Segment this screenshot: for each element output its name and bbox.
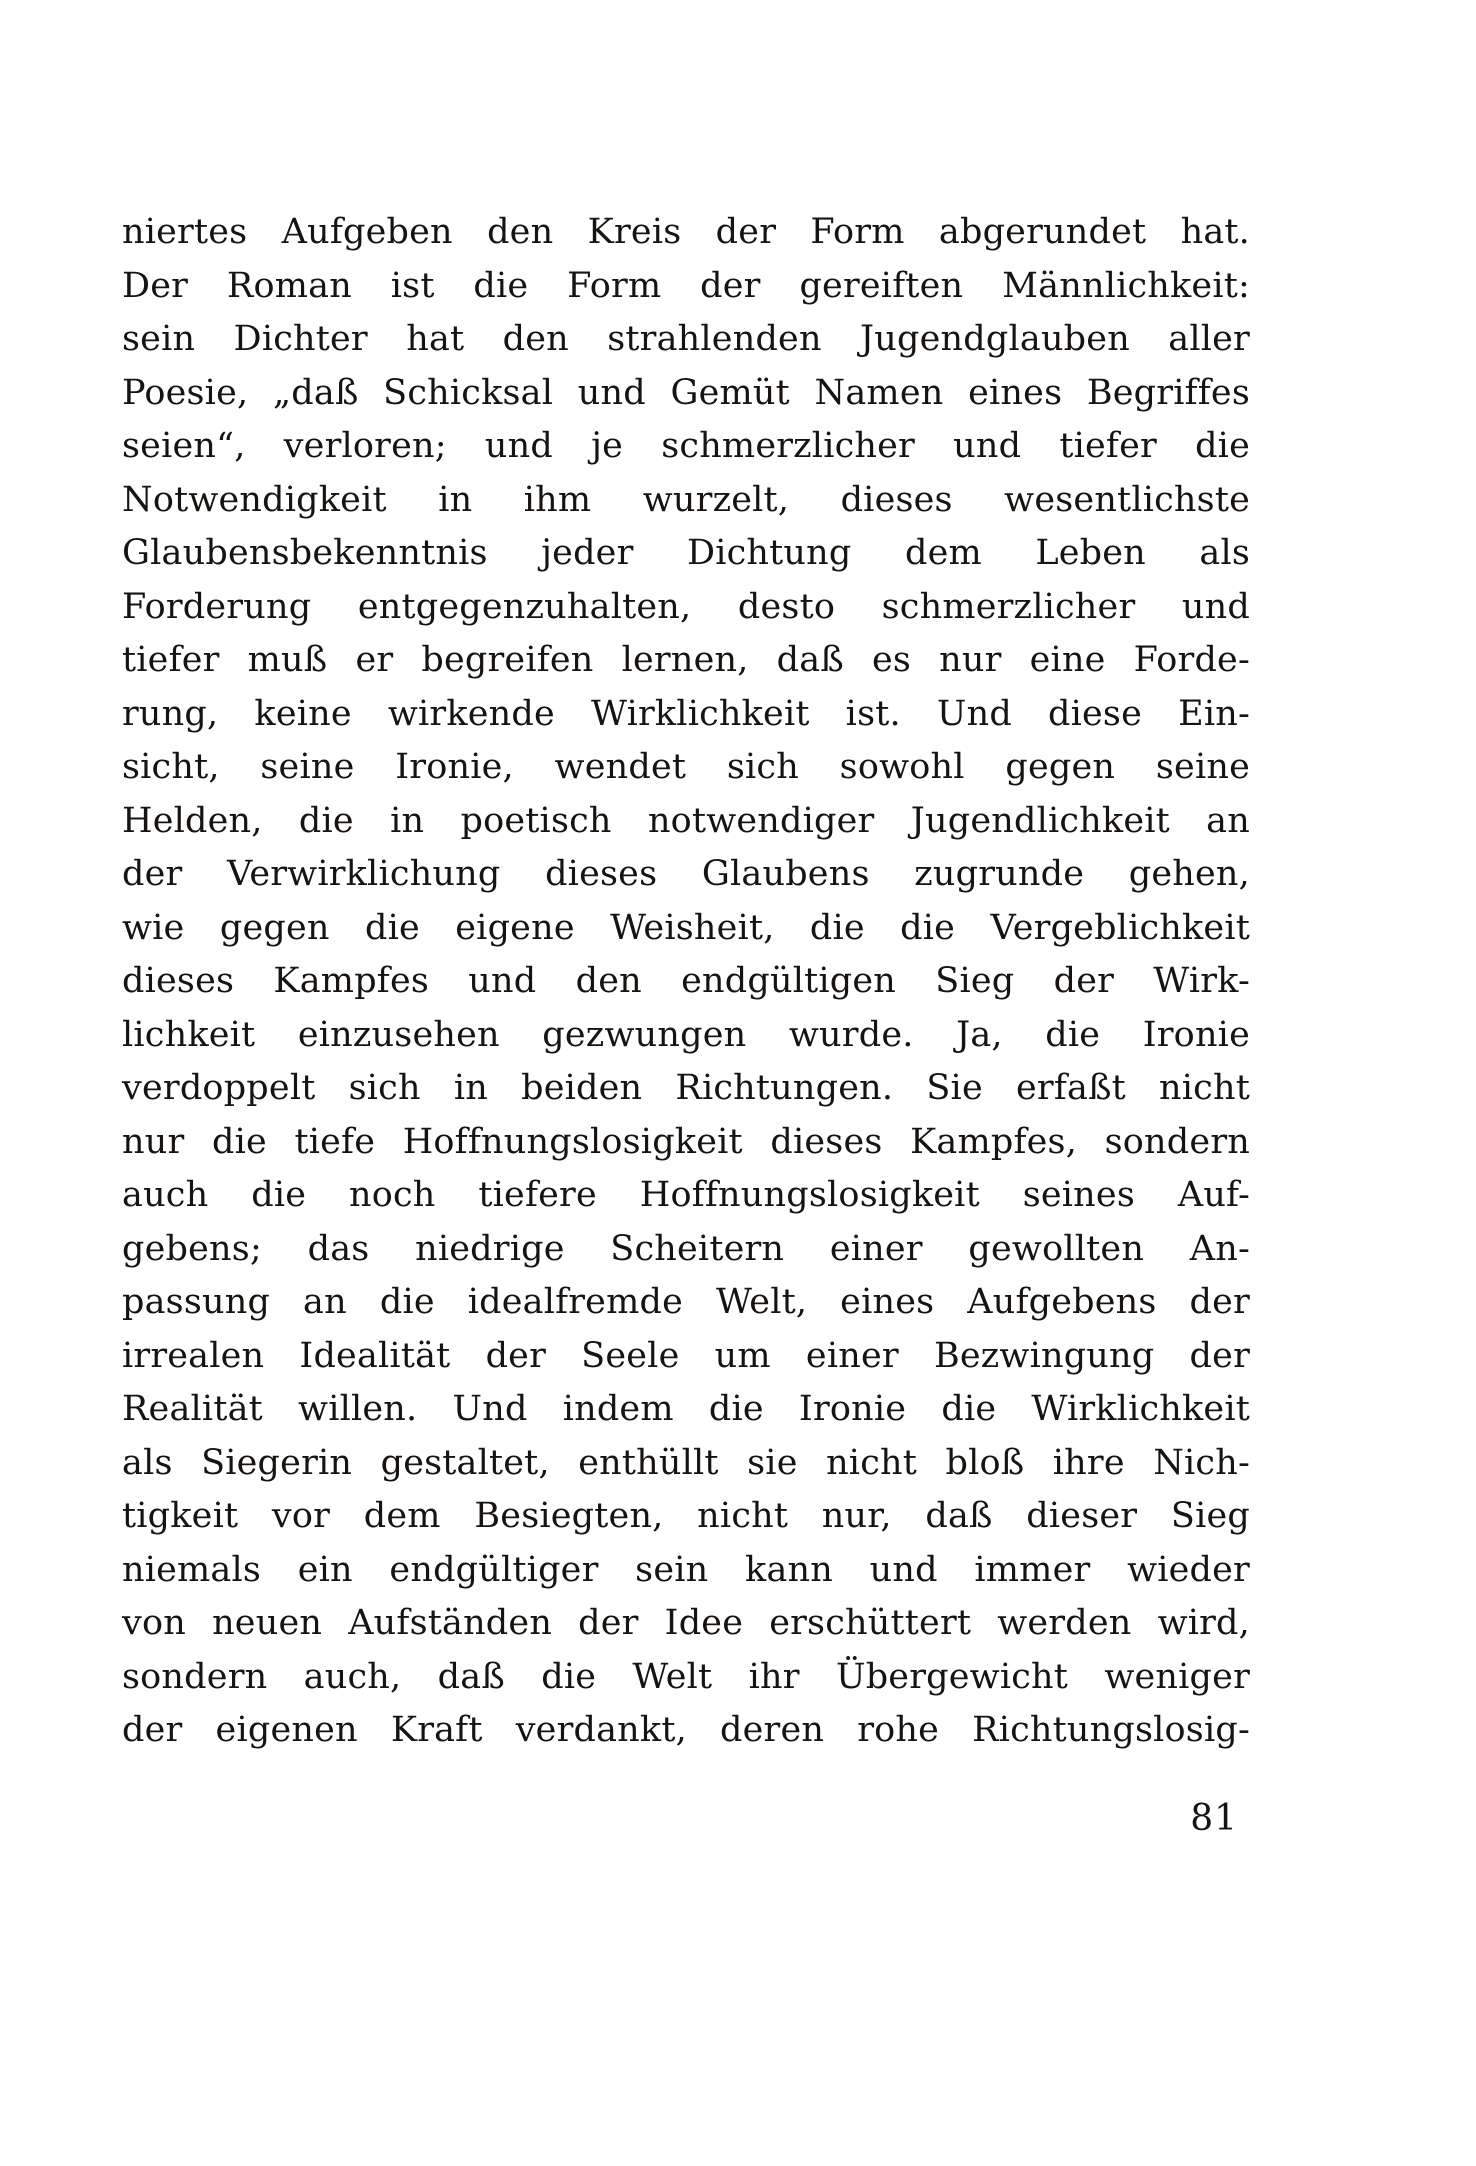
text-line: der eigenen Kraft verdankt, deren rohe Richtungslosig- <box>122 1710 1250 1750</box>
text-line: der Verwirklichung dieses Glaubens zugrunde gehen, <box>122 854 1250 894</box>
text-line: Forderung entgegenzuhalten, desto schmerzlicher und <box>122 586 1250 627</box>
text-line: lichkeit einzusehen gezwungen wurde. Ja, die Ironie <box>122 1014 1250 1055</box>
text-line: sicht, seine Ironie, wendet sich sowohl gegen seine <box>122 747 1250 787</box>
text-line: Poesie, „daß Schicksal und Gemüt Namen eines Begriffes <box>122 372 1250 413</box>
text-line: tigkeit vor dem Besiegten, nicht nur, daß dieser Sieg <box>122 1496 1250 1536</box>
text-line: seien“, verloren; und je schmerzlicher und tiefer die <box>122 426 1250 466</box>
text-line: rung, keine wirkende Wirklichkeit ist. Und diese Ein- <box>122 693 1250 734</box>
text-line: Helden, die in poetisch notwendiger Jugendlichkeit an <box>122 800 1250 841</box>
text-line: Realität willen. Und indem die Ironie die Wirklichkeit <box>122 1389 1250 1429</box>
text-line: von neuen Aufständen der Idee erschüttert werden wird, <box>122 1603 1250 1643</box>
text-line: als Siegerin gestaltet, enthüllt sie nicht bloß ihre Nich- <box>122 1442 1250 1483</box>
text-line: Notwendigkeit in ihm wurzelt, dieses wesentlichste <box>122 479 1250 520</box>
text-line: dieses Kampfes und den endgültigen Sieg der Wirk- <box>122 961 1250 1001</box>
text-line: irrealen Idealität der Seele um einer Bezwingung der <box>122 1335 1250 1376</box>
text-line: nur die tiefe Hoffnungslosigkeit dieses Kampfes, sondern <box>122 1121 1250 1162</box>
text-line: sein Dichter hat den strahlenden Jugendglauben aller <box>122 319 1250 359</box>
text-line: niemals ein endgültiger sein kann und immer wieder <box>122 1549 1250 1590</box>
text-line: gebens; das niedrige Scheitern einer gewollten An- <box>122 1228 1250 1269</box>
text-line: tiefer muß er begreifen lernen, daß es nur eine Forde- <box>122 640 1250 680</box>
text-line: auch die noch tiefere Hoffnungslosigkeit seines Auf- <box>122 1175 1250 1215</box>
page-number: 81 <box>1190 1797 1238 1839</box>
text-line: sondern auch, daß die Welt ihr Übergewicht weniger <box>122 1656 1250 1697</box>
text-line: Der Roman ist die Form der gereiften Männlichkeit: <box>122 265 1250 306</box>
text-line: wie gegen die eigene Weisheit, die die Vergeblichkeit <box>122 907 1250 948</box>
text-line: verdoppelt sich in beiden Richtungen. Sie erfaßt nicht <box>122 1068 1250 1108</box>
text-line: passung an die idealfremde Welt, eines Aufgebens der <box>122 1282 1250 1322</box>
text-line: Glaubensbekenntnis jeder Dichtung dem Leben als <box>122 533 1250 573</box>
text-line: niertes Aufgeben den Kreis der Form abgerundet hat. <box>122 212 1250 252</box>
page-text-block <box>122 206 1250 1845</box>
